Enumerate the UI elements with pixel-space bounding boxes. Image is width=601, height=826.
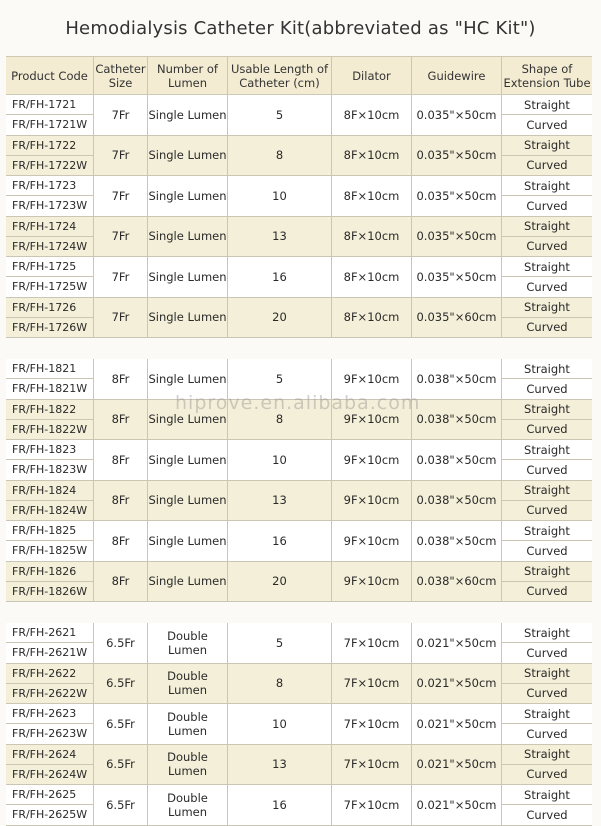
length-cell: 10 [228, 176, 332, 216]
product-code-cell [6, 745, 94, 785]
shape-curved: Curved [502, 195, 592, 215]
catheter-size-cell: 8Fr [94, 481, 148, 521]
product-code-curved: FR/FH-1823W [6, 459, 93, 479]
shape-curved: Curved [502, 155, 592, 175]
guidewire-cell: 0.021"×50cm [412, 704, 502, 744]
product-code-straight: FR/FH-2625 [12, 788, 77, 802]
lumen-cell: Single Lumen [148, 481, 228, 521]
product-code-curved: FR/FH-2622W [6, 683, 93, 703]
catheter-size-cell: 7Fr [94, 298, 148, 338]
catheter-size-cell: 6.5Fr [94, 785, 148, 825]
lumen-cell: Double Lumen [148, 745, 228, 785]
guidewire-cell: 0.021"×50cm [412, 623, 502, 663]
product-code-cell [6, 664, 94, 704]
table-row [6, 562, 592, 603]
shape-straight: Straight [524, 747, 570, 762]
shape-cell [502, 136, 592, 176]
length-cell: 5 [228, 623, 332, 663]
guidewire-cell: 0.038"×50cm [412, 359, 502, 399]
shape-cell [502, 785, 592, 825]
shape-straight: Straight [524, 259, 570, 274]
product-code-straight: FR/FH-1826 [12, 564, 77, 578]
table-row [6, 623, 592, 664]
guidewire-cell: 0.021"×50cm [412, 745, 502, 785]
product-code-straight: FR/FH-1722 [12, 138, 77, 152]
product-code-straight: FR/FH-1724 [12, 219, 77, 233]
shape-straight: Straight [524, 442, 570, 457]
catheter-size-cell: 7Fr [94, 176, 148, 216]
product-code-straight: FR/FH-1825 [12, 524, 77, 538]
shape-curved: Curved [502, 723, 592, 743]
table-row [6, 440, 592, 481]
dilator-cell: 7F×10cm [332, 704, 412, 744]
lumen-cell: Double Lumen [148, 623, 228, 663]
shape-straight: Straight [524, 706, 570, 721]
shape-straight: Straight [524, 178, 570, 193]
length-cell: 5 [228, 95, 332, 135]
dilator-cell: 7F×10cm [332, 745, 412, 785]
shape-straight: Straight [524, 219, 570, 234]
product-code-curved: FR/FH-1822W [6, 419, 93, 439]
table-row [6, 257, 592, 298]
length-cell: 16 [228, 257, 332, 297]
product-code-cell [6, 785, 94, 825]
length-cell: 16 [228, 521, 332, 561]
shape-cell [502, 440, 592, 480]
catheter-size-cell: 8Fr [94, 359, 148, 399]
product-code-curved: FR/FH-2623W [6, 723, 93, 743]
guidewire-cell: 0.035"×50cm [412, 136, 502, 176]
catheter-size-cell: 6.5Fr [94, 745, 148, 785]
guidewire-cell: 0.038"×50cm [412, 481, 502, 521]
shape-curved: Curved [502, 683, 592, 703]
shape-cell [502, 623, 592, 663]
header-usable-length: Usable Length of Catheter (cm) [228, 57, 332, 94]
product-code-straight: FR/FH-2622 [12, 666, 77, 680]
product-code-cell [6, 704, 94, 744]
catheter-size-cell: 7Fr [94, 136, 148, 176]
shape-cell [502, 521, 592, 561]
table-group [6, 95, 592, 338]
product-code-cell [6, 176, 94, 216]
shape-straight: Straight [524, 361, 570, 376]
length-cell: 20 [228, 298, 332, 338]
dilator-cell: 8F×10cm [332, 217, 412, 257]
product-code-curved: FR/FH-1724W [6, 236, 93, 256]
lumen-cell: Single Lumen [148, 257, 228, 297]
guidewire-cell: 0.035"×50cm [412, 217, 502, 257]
lumen-cell: Single Lumen [148, 359, 228, 399]
product-code-curved: FR/FH-2621W [6, 642, 93, 662]
shape-cell [502, 95, 592, 135]
table-row [6, 176, 592, 217]
dilator-cell: 8F×10cm [332, 176, 412, 216]
guidewire-cell: 0.038"×60cm [412, 562, 502, 602]
catheter-kit-table [6, 56, 592, 826]
shape-curved: Curved [502, 540, 592, 560]
product-code-straight: FR/FH-1725 [12, 260, 77, 274]
table-row [6, 95, 592, 136]
product-code-cell [6, 521, 94, 561]
length-cell: 8 [228, 136, 332, 176]
guidewire-cell: 0.021"×50cm [412, 664, 502, 704]
lumen-cell: Double Lumen [148, 704, 228, 744]
lumen-cell: Single Lumen [148, 176, 228, 216]
product-code-straight: FR/FH-1726 [12, 300, 77, 314]
product-code-straight: FR/FH-1723 [12, 179, 77, 193]
shape-straight: Straight [524, 300, 570, 315]
length-cell: 8 [228, 664, 332, 704]
product-code-straight: FR/FH-1721 [12, 98, 77, 112]
table-row [6, 785, 592, 826]
product-code-curved: FR/FH-1721W [6, 114, 93, 134]
shape-curved: Curved [502, 378, 592, 398]
guidewire-cell: 0.035"×60cm [412, 298, 502, 338]
catheter-size-cell: 8Fr [94, 521, 148, 561]
product-code-cell [6, 257, 94, 297]
length-cell: 13 [228, 481, 332, 521]
dilator-cell: 7F×10cm [332, 623, 412, 663]
length-cell: 5 [228, 359, 332, 399]
table-row [6, 745, 592, 786]
catheter-size-cell: 8Fr [94, 400, 148, 440]
catheter-size-cell: 8Fr [94, 440, 148, 480]
dilator-cell: 9F×10cm [332, 440, 412, 480]
lumen-cell: Single Lumen [148, 400, 228, 440]
product-code-curved: FR/FH-1722W [6, 155, 93, 175]
dilator-cell: 9F×10cm [332, 521, 412, 561]
shape-curved: Curved [502, 236, 592, 256]
lumen-cell: Double Lumen [148, 664, 228, 704]
guidewire-cell: 0.035"×50cm [412, 257, 502, 297]
product-code-cell [6, 95, 94, 135]
shape-curved: Curved [502, 500, 592, 520]
watermark: hiprove.en.alibaba.com [175, 392, 421, 414]
product-code-straight: FR/FH-1823 [12, 443, 77, 457]
dilator-cell: 8F×10cm [332, 136, 412, 176]
catheter-size-cell: 8Fr [94, 562, 148, 602]
product-code-cell [6, 440, 94, 480]
shape-cell [502, 664, 592, 704]
table-row [6, 521, 592, 562]
shape-cell [502, 400, 592, 440]
table-row [6, 481, 592, 522]
header-product-code: Product Code [6, 57, 94, 94]
dilator-cell: 9F×10cm [332, 359, 412, 399]
length-cell: 10 [228, 440, 332, 480]
dilator-cell: 9F×10cm [332, 400, 412, 440]
lumen-cell: Single Lumen [148, 562, 228, 602]
lumen-cell: Single Lumen [148, 217, 228, 257]
length-cell: 13 [228, 745, 332, 785]
shape-cell [502, 257, 592, 297]
table-row [6, 664, 592, 705]
length-cell: 13 [228, 217, 332, 257]
shape-straight: Straight [524, 523, 570, 538]
shape-straight: Straight [524, 625, 570, 640]
catheter-size-cell: 7Fr [94, 217, 148, 257]
lumen-cell: Single Lumen [148, 440, 228, 480]
length-cell: 10 [228, 704, 332, 744]
product-code-curved: FR/FH-1826W [6, 581, 93, 601]
shape-straight: Straight [524, 483, 570, 498]
dilator-cell: 9F×10cm [332, 562, 412, 602]
shape-curved: Curved [502, 276, 592, 296]
guidewire-cell: 0.038"×50cm [412, 440, 502, 480]
shape-curved: Curved [502, 317, 592, 337]
shape-cell [502, 298, 592, 338]
dilator-cell: 8F×10cm [332, 95, 412, 135]
shape-cell [502, 745, 592, 785]
product-code-cell [6, 481, 94, 521]
page-title: Hemodialysis Catheter Kit(abbreviated as "HC Kit") [65, 18, 536, 39]
shape-curved: Curved [502, 642, 592, 662]
header-dilator: Dilator [332, 57, 412, 94]
product-code-curved: FR/FH-1723W [6, 195, 93, 215]
table-row [6, 704, 592, 745]
shape-curved: Curved [502, 581, 592, 601]
shape-cell [502, 704, 592, 744]
shape-straight: Straight [524, 138, 570, 153]
product-code-cell [6, 359, 94, 399]
dilator-cell: 8F×10cm [332, 298, 412, 338]
table-row [6, 217, 592, 258]
table-header [6, 56, 592, 95]
product-code-cell [6, 217, 94, 257]
product-code-curved: FR/FH-1726W [6, 317, 93, 337]
shape-curved: Curved [502, 114, 592, 134]
length-cell: 16 [228, 785, 332, 825]
dilator-cell: 7F×10cm [332, 785, 412, 825]
header-guidewire: Guidewire [412, 57, 502, 94]
header-number-of-lumen: Number of Lumen [148, 57, 228, 94]
dilator-cell: 9F×10cm [332, 481, 412, 521]
shape-straight: Straight [524, 564, 570, 579]
shape-straight: Straight [524, 787, 570, 802]
lumen-cell: Single Lumen [148, 95, 228, 135]
product-code-straight: FR/FH-1824 [12, 483, 77, 497]
shape-curved: Curved [502, 764, 592, 784]
product-code-curved: FR/FH-1825W [6, 540, 93, 560]
shape-cell [502, 359, 592, 399]
product-code-cell [6, 623, 94, 663]
guidewire-cell: 0.038"×50cm [412, 521, 502, 561]
shape-cell [502, 176, 592, 216]
table-row [6, 298, 592, 339]
guidewire-cell: 0.038"×50cm [412, 400, 502, 440]
lumen-cell: Single Lumen [148, 298, 228, 338]
product-code-cell [6, 400, 94, 440]
shape-curved: Curved [502, 419, 592, 439]
product-code-straight: FR/FH-1822 [12, 402, 77, 416]
guidewire-cell: 0.021"×50cm [412, 785, 502, 825]
product-code-straight: FR/FH-2624 [12, 747, 77, 761]
dilator-cell: 7F×10cm [332, 664, 412, 704]
product-code-curved: FR/FH-1824W [6, 500, 93, 520]
guidewire-cell: 0.035"×50cm [412, 176, 502, 216]
header-catheter-size: Catheter Size [94, 57, 148, 94]
shape-curved: Curved [502, 804, 592, 824]
shape-cell [502, 562, 592, 602]
table-row [6, 136, 592, 177]
product-code-straight: FR/FH-2621 [12, 626, 77, 640]
header-shape-of-extension-tube: Shape of Extension Tube [503, 61, 591, 90]
length-cell: 20 [228, 562, 332, 602]
product-code-curved: FR/FH-2624W [6, 764, 93, 784]
product-code-cell [6, 562, 94, 602]
length-cell: 8 [228, 400, 332, 440]
lumen-cell: Single Lumen [148, 521, 228, 561]
catheter-size-cell: 6.5Fr [94, 664, 148, 704]
product-code-curved: FR/FH-1725W [6, 276, 93, 296]
product-code-curved: FR/FH-1821W [6, 378, 93, 398]
catheter-size-cell: 6.5Fr [94, 623, 148, 663]
lumen-cell: Double Lumen [148, 785, 228, 825]
shape-cell [502, 217, 592, 257]
catheter-size-cell: 7Fr [94, 257, 148, 297]
lumen-cell: Single Lumen [148, 136, 228, 176]
product-code-straight: FR/FH-1821 [12, 362, 77, 376]
shape-straight: Straight [524, 97, 570, 112]
shape-cell [502, 481, 592, 521]
catheter-size-cell: 6.5Fr [94, 704, 148, 744]
shape-straight: Straight [524, 666, 570, 681]
table-body [6, 95, 592, 826]
product-code-cell [6, 136, 94, 176]
table-group [6, 623, 592, 826]
dilator-cell: 8F×10cm [332, 257, 412, 297]
shape-straight: Straight [524, 402, 570, 417]
product-code-curved: FR/FH-2625W [6, 804, 93, 824]
product-code-straight: FR/FH-2623 [12, 707, 77, 721]
shape-curved: Curved [502, 459, 592, 479]
catheter-size-cell: 7Fr [94, 95, 148, 135]
guidewire-cell: 0.035"×50cm [412, 95, 502, 135]
product-code-cell [6, 298, 94, 338]
